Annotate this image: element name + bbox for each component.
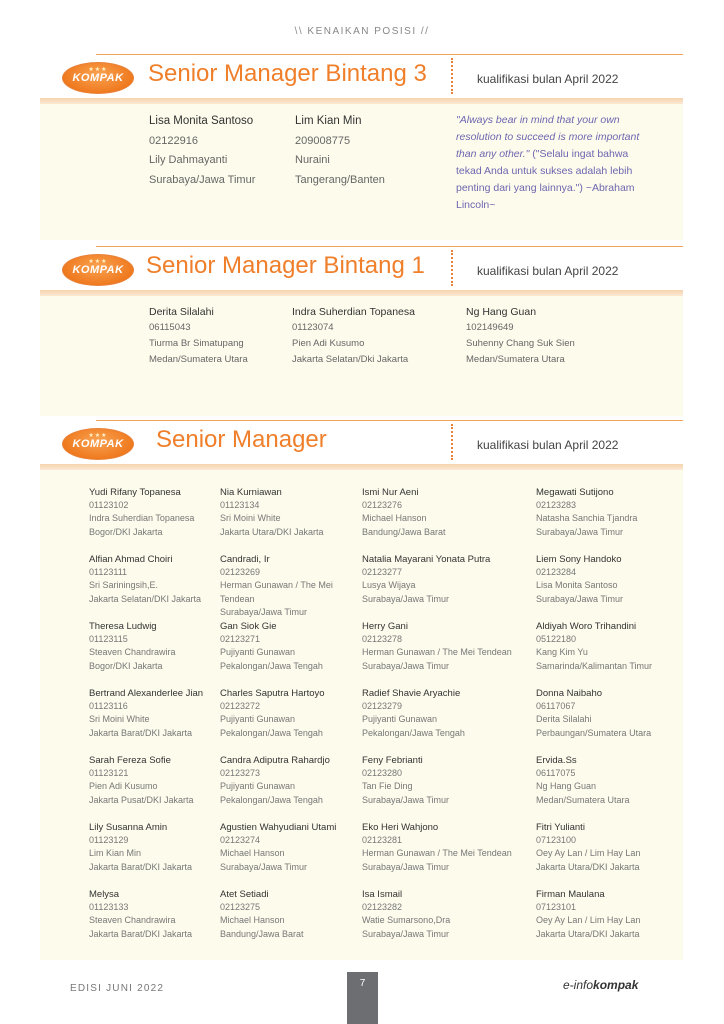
qualification-text: kualifikasi bulan April 2022 — [477, 72, 619, 86]
qualification-text: kualifikasi bulan April 2022 — [477, 264, 619, 278]
person-entry: Radief Shavie Aryachie 02123279 Pujiyanti Gunawan Pekalongan/Jawa Tengah — [362, 688, 465, 738]
person-entry: Atet Setiadi 02123275 Michael Hanson Bandung/Jawa Barat — [220, 889, 304, 939]
section-senior-manager-bintang-3 — [40, 54, 683, 211]
person-entry: Ismi Nur Aeni 02123276 Michael Hanson Bandung/Jawa Barat — [362, 487, 446, 537]
divider — [451, 250, 453, 286]
inspirational-quote: "Always bear in mind that your own resolution to succeed is more important than any other." ("Selalu ingat bahwa tekad Anda untuk sukses adalah lebih penting dari yang lainnya.") ~Abraham Lincoln~ — [456, 114, 640, 211]
person-entry: Firman Maulana 07123101 Oey Ay Lan / Lim Hay Lan Jakarta Utara/DKI Jakarta — [536, 889, 641, 939]
senior-manager-grid — [40, 470, 683, 960]
person-entry: Donna Naibaho 06117067 Derita Silalahi Perbaungan/Sumatera Utara — [536, 688, 652, 738]
person-entry: Derita Silalahi 06115043 Tiurma Br Simatupang Medan/Sumatera Utara — [149, 306, 248, 365]
person-entry: Fitri Yulianti 07123100 Oey Ay Lan / Lim Hay Lan Jakarta Utara/DKI Jakarta — [536, 822, 641, 872]
section-header — [40, 54, 683, 104]
section-senior-manager — [40, 420, 683, 939]
person-entry: Ng Hang Guan 102149649 Suhenny Chang Suk Sien Medan/Sumatera Utara — [466, 306, 575, 365]
person-entry: Candra Adiputra Rahardjo 02123273 Pujiyanti Gunawan Pekalongan/Jawa Tengah — [220, 755, 330, 805]
person-entry: Natalia Mayarani Yonata Putra 02123277 Lusya Wijaya Surabaya/Jawa Timur — [362, 554, 491, 604]
person-entry: Theresa Ludwig 01123115 Steaven Chandrawira Bogor/DKI Jakarta — [89, 621, 176, 671]
person-entry: Yudi Rifany Topanesa 01123102 Indra Suherdian Topanesa Bogor/DKI Jakarta — [89, 487, 195, 537]
person-entry: Megawati Sutijono 02123283 Natasha Sanchia Tjandra Surabaya/Jawa Timur — [536, 487, 638, 537]
person-entry: Bertrand Alexanderlee Jian 01123116 Sri Moini White Jakarta Barat/DKI Jakarta — [89, 688, 204, 738]
person-entry: Candradi, Ir 02123269 Herman Gunawan / The Mei Tendean Surabaya/Jawa Timur — [220, 554, 333, 617]
person-entry: Agustien Wahyudiani Utami 02123274 Michael Hanson Surabaya/Jawa Timur — [220, 822, 337, 872]
person-entry: Ervida.Ss 06117075 Ng Hang Guan Medan/Sumatera Utara — [536, 755, 630, 805]
person-entry: Nia Kurniawan 01123134 Sri Moini White Jakarta Utara/DKI Jakarta — [220, 487, 324, 537]
person-entry: Sarah Fereza Sofie 01123121 Pien Adi Kusumo Jakarta Pusat/DKI Jakarta — [89, 755, 194, 805]
person-entry: Melysa 01123133 Steaven Chandrawira Jakarta Barat/DKI Jakarta — [89, 889, 193, 939]
edition-label: EDISI JUNI 2022 — [70, 983, 165, 994]
divider — [451, 424, 453, 460]
person-entry: Liem Sony Handoko 02123284 Lisa Monita Santoso Surabaya/Jawa Timur — [536, 554, 624, 604]
person-entry: Eko Heri Wahjono 02123281 Herman Gunawan / The Mei Tendean Surabaya/Jawa Timur — [362, 822, 512, 872]
person-entry: Lily Susanna Amin 01123129 Lim Kian Min Jakarta Barat/DKI Jakarta — [89, 822, 193, 872]
page-number: 7 — [347, 972, 378, 1024]
section-title: Senior Manager Bintang 3 — [148, 60, 427, 87]
person-entry: Charles Saputra Hartoyo 02123272 Pujiyanti Gunawan Pekalongan/Jawa Tengah — [220, 688, 325, 738]
person-entry: Aldiyah Woro Trihandini 05122180 Kang Kim Yu Samarinda/Kalimantan Timur — [536, 621, 653, 671]
qualification-text: kualifikasi bulan April 2022 — [477, 438, 619, 452]
section-title: Senior Manager — [156, 426, 327, 453]
person-entry: Gan Siok Gie 02123271 Pujiyanti Gunawan Pekalongan/Jawa Tengah — [220, 621, 323, 671]
person-entry: Alfian Ahmad Choiri 01123111 Sri Sariningsih,E. Jakarta Selatan/DKI Jakarta — [89, 554, 202, 604]
person-entry: Indra Suherdian Topanesa 01123074 Pien Adi Kusumo Jakarta Selatan/Dki Jakarta — [292, 306, 415, 365]
person-entry: Feny Febrianti 02123280 Tan Fie Ding Surabaya/Jawa Timur — [362, 755, 450, 805]
person-entry: Lisa Monita Santoso 02122916 Lily Dahmayanti Surabaya/Jawa Timur — [149, 115, 256, 186]
section-header — [40, 246, 683, 296]
person-entry: Lim Kian Min 209008775 Nuraini Tangerang/Banten — [295, 115, 385, 186]
section-senior-manager-bintang-1 — [40, 246, 683, 365]
brand-logo: e-infokompak — [563, 978, 639, 992]
section-body — [40, 296, 683, 416]
person-entry: Herry Gani 02123278 Herman Gunawan / The Mei Tendean Surabaya/Jawa Timur — [362, 621, 512, 671]
kompak-logo: ★★★ KOMPAK — [62, 428, 134, 460]
section-header — [40, 420, 683, 470]
person-entry: Isa Ismail 02123282 Watie Sumarsono,Dra Surabaya/Jawa Timur — [362, 889, 451, 939]
kompak-logo: ★★★ KOMPAK — [62, 254, 134, 286]
section-body — [40, 104, 683, 240]
section-title: Senior Manager Bintang 1 — [146, 252, 425, 279]
kompak-logo: ★★★ KOMPAK — [62, 62, 134, 94]
divider — [451, 58, 453, 94]
section-label: \\ KENAIKAN POSISI // — [294, 26, 430, 37]
